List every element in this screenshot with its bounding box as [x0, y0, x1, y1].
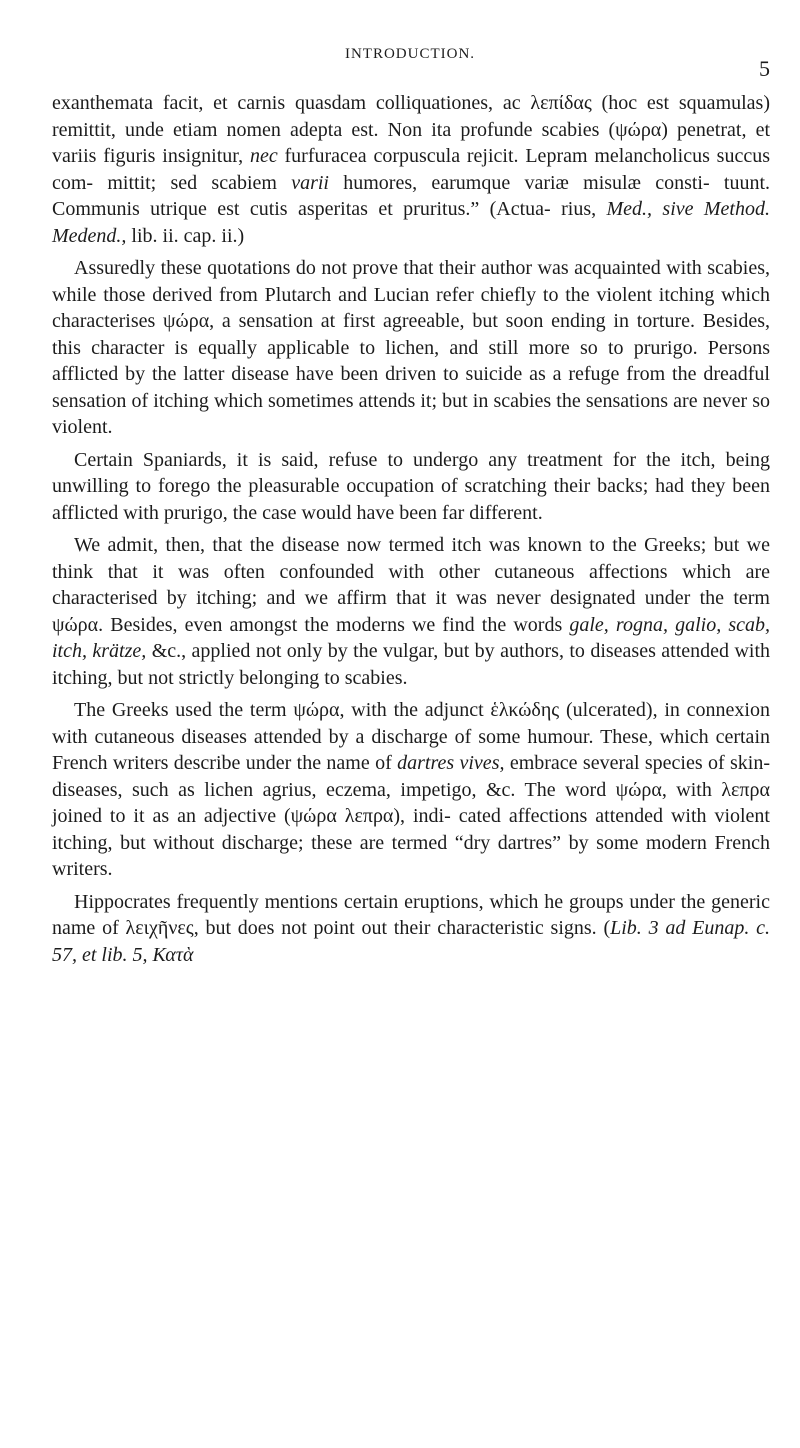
paragraph-hippocrates	[52, 889, 770, 969]
running-title: INTRODUCTION.	[344, 46, 476, 62]
paragraph-quotation-end	[52, 90, 770, 249]
text-segment: humores, earumque variæ misulæ consti- tuunt. Communis utrique est cutis asperitas et pruritus.” (Actua- rius,	[52, 171, 771, 220]
italic-text-segment: nec	[249, 145, 278, 167]
text-segment: exanthemata facit, et carnis quasdam colliquationes, ac λεπίδας (hoc est squamulas) remittit, unde etiam nomen adepta est. Non ita profunde scabies (ψώρα) penetrat, et variis figuris insignitur,	[52, 92, 770, 167]
paragraph-spaniards	[52, 447, 770, 527]
italic-text-segment: varii	[291, 171, 329, 194]
text-segment: We admit, then, that the disease now termed itch was known to the Greeks; but we think that it was often confounded with other cutaneous affections which are characterised by itching; and we affirm that it was never designated under the term ψώρα. Besides, even amongst the moderns we find the words	[52, 534, 770, 636]
text-segment: Assuredly these quotations do not prove that their author was acquainted with scabies, while those derived from Plutarch and Lucian refer chiefly to the violent itching which characterises ψώρα, a sensation at first agreeable, but soon ending in torture. Besides, this character is equally applicable to lichen, and still more so to prurigo. Persons afflicted by the latter disease have been driven to suicide as a refuge from the dreadful sensation of itching which sometimes attends it; but in scabies the sensations are never so violent.	[52, 257, 770, 438]
italic-text-segment: Lib. 3 ad Eunap. c. 57, et lib. 5, Κατὰ	[52, 917, 770, 966]
italic-text-segment: Med., sive Method. Medend.,	[52, 198, 770, 247]
text-segment: &c., applied not only by the vulgar, but by authors, to diseases attended with itching, but not strictly belonging to scabies.	[52, 640, 770, 689]
italic-text-segment: dartres vives,	[397, 752, 505, 774]
text-segment: Hippocrates frequently mentions certain eruptions, which he groups under the generic name of λειχῆνες, but does not point out their characteristic signs. (	[52, 890, 770, 939]
page-number: 5	[759, 56, 770, 81]
text-segment: furfuracea corpuscula rejicit. Lepram melancholicus succus com- mittit; sed scabiem	[52, 145, 770, 194]
italic-text-segment: gale, rogna, galio, scab, itch, krätze,	[52, 613, 770, 662]
running-head	[50, 40, 770, 80]
text-segment: Certain Spaniards, it is said, refuse to undergo any treatment for the itch, being unwilling to forego the pleasurable occupation of scratching their backs; had they been afflicted with prurigo, the case would have been far different.	[52, 448, 770, 524]
text-segment: embrace several species of skin-diseases, such as lichen agrius, eczema, impetigo, &c. The word ψώρα, with λεπρα joined to it as an adjective (ψώρα λεπρα), indi- cated affections attended with violent itching, but without discharge; these are termed “dry dartres” by some modern French writers.	[52, 752, 771, 880]
paragraph-we-admit	[52, 532, 770, 691]
text-segment: The Greeks used the term ψώρα, with the adjunct ἑλκώδης (ulcerated), in connexion with cutaneous diseases attended by a discharge of some humour. These, which certain French writers describe under the name of	[52, 699, 770, 774]
paragraph-assuredly	[52, 255, 770, 441]
text-segment: lib. ii. cap. ii.)	[126, 224, 245, 247]
body-text	[52, 90, 770, 974]
paragraph-greeks-term	[52, 697, 770, 883]
